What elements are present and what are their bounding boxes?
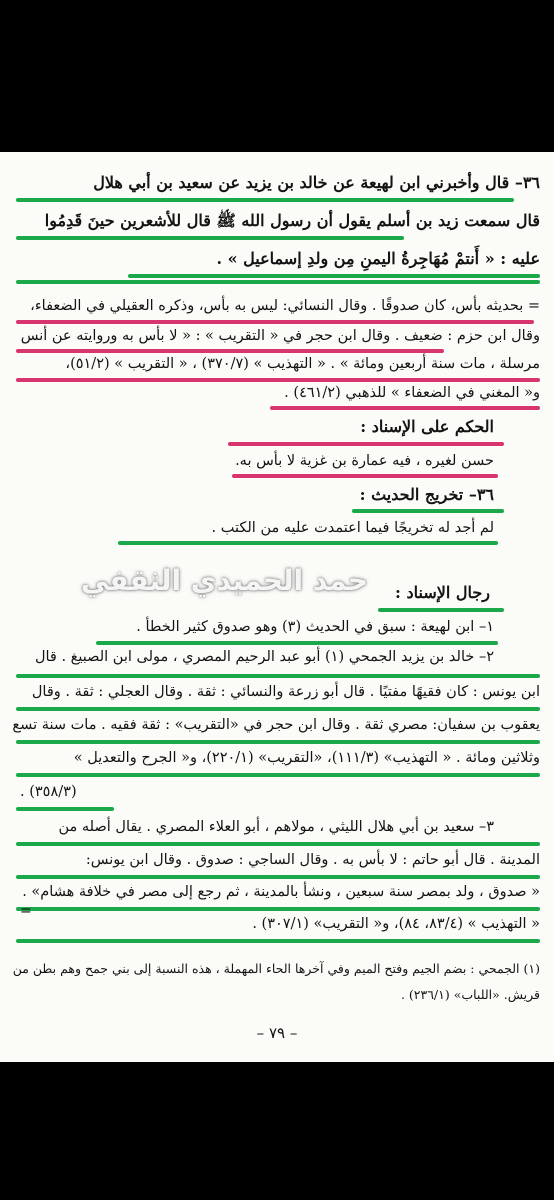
narrator-3-line-2: المدينة . قال أبو حاتم : لا بأس به . وقال الساجي : صدوق . وقال ابن يونس:	[85, 852, 540, 868]
green-underline	[16, 773, 540, 777]
green-underline	[16, 707, 540, 711]
narrator-1-text: ١– ابن لهيعة : سبق في الحديث (٣) وهو صدوق كثير الخطأ .	[136, 619, 494, 635]
continuation-mark: =	[20, 903, 32, 919]
isnad-ruling-text: حسن لغيره ، فيه عمارة بن غزية لا بأس به.	[235, 453, 494, 469]
section-heading-takhrij: ٣٦– تخريج الحديث :	[359, 485, 494, 504]
narrator-2-line-5: (٣٥٨/٣) .	[20, 784, 77, 800]
green-underline	[16, 939, 540, 943]
green-underline	[16, 740, 540, 744]
green-underline	[378, 608, 504, 612]
narrator-2-line-2: ابن يونس : كان فقيهًا مفتيًا . قال أبو زرعة والنسائي : ثقة . وقال العجلي : ثقة . وقال	[31, 684, 540, 700]
pink-underline	[232, 474, 498, 478]
pink-underline	[228, 442, 504, 446]
page-number: – ٧٩ –	[256, 1024, 298, 1042]
narrator-2-line-4: وثلاثين ومائة . « التهذيب» (١١١/٣)، «التقريب» (٢٢٠/١)، و« الجرح والتعديل »	[73, 750, 540, 766]
green-underline	[128, 274, 540, 278]
green-underline	[16, 907, 540, 911]
narrator-3-line-4: « التهذيب » (٨٣/٤، ٨٤)، و« التقريب» (٣٠٧/١) .	[252, 916, 540, 932]
green-underline	[352, 509, 504, 513]
green-underline	[16, 674, 540, 678]
scanned-book-page	[0, 152, 554, 1062]
section-heading-isnad-ruling: الحكم على الإسناد :	[360, 417, 494, 436]
footnote-continued-line-2: وقال ابن حزم : ضعيف . وقال ابن حجر في « التقريب » : « لا بأس به وروايته عن أنس	[20, 328, 540, 344]
green-underline	[118, 541, 498, 545]
green-underline	[16, 875, 540, 879]
narrator-3-line-3: « صدوق ، ولد بمصر سنة سبعين ، ونشأ بالمدينة ، ثم رجع إلى مصر في خلافة هشام» .	[22, 884, 540, 900]
hadith-text-line-1: ٣٦– قال وأخبرني ابن لهيعة عن خالد بن يزيد عن سعيد بن أبي هلال	[93, 173, 540, 192]
takhrij-text: لم أجد له تخريجًا فيما اعتمدت عليه من الكتب .	[211, 520, 494, 536]
pink-underline	[16, 320, 534, 324]
green-underline	[16, 807, 114, 811]
narrator-2-line-3: يعقوب بن سفيان: مصري ثقة . وقال ابن حجر في «التقريب» : ثقة فقيه . مات سنة تسع	[12, 717, 540, 733]
green-underline	[16, 236, 404, 240]
section-heading-narrators: رجال الإسناد :	[395, 583, 490, 602]
footnote-line-1: (١) الجمحي : بضم الجيم وفتح الميم وفي آخرها الحاء المهملة ، هذه النسبة إلى بني جمح وهم بطن من	[12, 961, 540, 976]
watermark-text: حمد الحميدي الثقفي	[80, 564, 368, 597]
pink-underline	[270, 406, 540, 410]
footnote-continued-line-1: = بحديثه بأس، كان صدوقًا . وقال النسائي: ليس به بأس، وذكره العقيلي في الضعفاء،	[30, 298, 540, 314]
footnote-continued-line-4: و« المغني في الضعفاء » للذهبي (٤٦١/٢) .	[284, 385, 540, 401]
green-underline	[16, 198, 514, 202]
footnote-line-2: قريش. «اللباب» (٢٣٦/١) .	[400, 987, 540, 1002]
green-underline	[16, 842, 540, 846]
hadith-text-line-3: عليه : « أَنتمْ مُهَاجِرةُ اليمنِ مِن ولدِ إسماعيل » .	[216, 249, 540, 268]
narrator-3-line-1: ٣– سعيد بن أبي هلال الليثي ، مولاهم ، أبو العلاء المصري . يقال أصله من	[58, 819, 494, 835]
green-underline	[96, 641, 498, 645]
narrator-2-line-1: ٢– خالد بن يزيد الجمحي (١) أبو عبد الرحيم المصري ، مولى ابن الصبيغ . قال	[34, 649, 494, 665]
green-underline	[16, 280, 540, 284]
footnote-continued-line-3: مرسلة ، مات سنة أربعين ومائة » . « التهذيب » (٣٧٠/٧) ، « التقريب » (٥١/٢)،	[65, 356, 540, 372]
hadith-text-line-2: قال سمعت زيد بن أسلم يقول أن رسول الله ﷺ قال للأشعرين حينَ قَدِمُوا	[44, 211, 540, 230]
